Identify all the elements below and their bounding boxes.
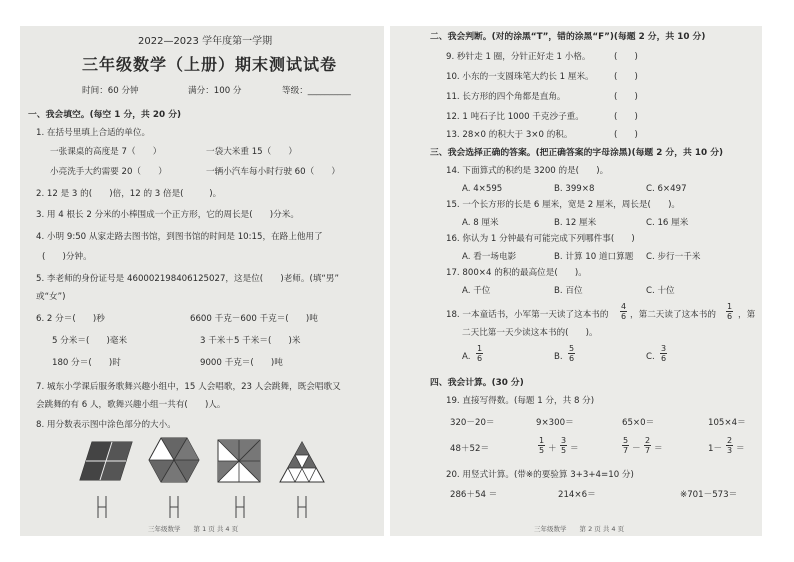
option-18a-label[interactable]: A. (462, 352, 471, 362)
question-6d: 3 千米＋5 千米＝( )米 (200, 336, 301, 346)
exam-title: 三年级数学（上册）期末测试试卷 (82, 55, 338, 74)
calc-8-prefix: 1－ (708, 444, 723, 454)
calc-4: 105×4＝ (708, 418, 746, 428)
section-4-heading: 四、我会计算。(30 分) (430, 378, 524, 388)
option-18a-fraction[interactable]: 1 6 (476, 344, 483, 363)
question-12: 12. 1 吨石子比 1000 千克沙子重。 (446, 112, 584, 122)
question-18-mid: ，第二天读了这本书的 (630, 310, 716, 320)
option-15a[interactable]: A. 8 厘米 (462, 218, 499, 228)
option-14a[interactable]: A. 4×595 (462, 184, 503, 194)
answer-blank-4[interactable] (294, 494, 310, 520)
question-2: 2. 12 是 3 的( )倍，12 的 3 倍是( )。 (36, 189, 222, 199)
question-10: 10. 小东的一支圆珠笔大约长 1 厘米。 (446, 72, 594, 82)
question-5-cont: 或“女”) (36, 292, 66, 302)
calc-7-minus: － (632, 444, 641, 454)
option-18b-label[interactable]: B. (554, 352, 563, 362)
answer-12[interactable]: ( ) (614, 112, 638, 122)
question-1d: 一辆小汽车每小时行驶 60（ ） (206, 167, 340, 177)
question-6f: 9000 千克＝( )吨 (200, 358, 283, 368)
vertical-calc-2: 214×6＝ (558, 490, 596, 500)
vertical-calc-1: 286＋54 ＝ (450, 490, 498, 500)
question-14: 14. 下面算式的积约是 3200 的是( )。 (446, 166, 609, 176)
calc-6-plus: ＋ (548, 444, 557, 454)
question-11: 11. 长方形的四个角都是直角。 (446, 92, 566, 102)
answer-11[interactable]: ( ) (614, 92, 638, 102)
question-6a: 6. 2 分＝( )秒 (36, 314, 105, 324)
calc-8-eq: ＝ (736, 444, 745, 454)
calc-7-eq: ＝ (654, 444, 663, 454)
exam-page-1 (20, 26, 384, 536)
page-footer-1: 三年级数学 第 1 页 共 4 页 (148, 525, 239, 533)
fraction-figure-3 (216, 438, 262, 484)
question-20: 20. 用竖式计算。(带※的要验算 3+3+4=10 分) (446, 470, 634, 480)
question-15: 15. 一个长方形的长是 6 厘米，宽是 2 厘米，周长是( )。 (446, 200, 681, 210)
question-16: 16. 你认为 1 分钟最有可能完成下列哪件事( ) (446, 234, 635, 244)
exam-score: 满分：100 分 (188, 86, 242, 96)
question-18-end: ，第 (738, 310, 756, 320)
exam-grade: 等级：__________ (282, 86, 351, 96)
answer-13[interactable]: ( ) (614, 130, 638, 140)
question-18-cont: 二天比第一天少读这本书的( )。 (462, 328, 598, 338)
option-17c[interactable]: C. 十位 (646, 286, 675, 296)
exam-time: 时间：60 分钟 (82, 86, 139, 96)
question-1b: 一袋大米重 15（ ） (206, 147, 298, 157)
answer-blank-1[interactable] (94, 494, 110, 520)
exam-page-2 (390, 26, 762, 536)
fraction-figure-1 (78, 440, 134, 482)
calc-8-fraction: 2 3 (726, 436, 733, 455)
question-3: 3. 用 4 根长 2 分米的小棒围成一个正方形，它的周长是( )分米。 (36, 210, 299, 220)
question-17: 17. 800×4 的积的最高位是( )。 (446, 268, 587, 278)
question-6b: 6600 千克－600 千克＝( )吨 (190, 314, 318, 324)
answer-9[interactable]: ( ) (614, 52, 638, 62)
calc-5: 48＋52＝ (450, 444, 490, 454)
question-18: 18. 一本童话书，小军第一天读了这本书的 (446, 310, 609, 320)
page-footer-2: 三年级数学 第 2 页 共 4 页 (534, 525, 625, 533)
option-14b[interactable]: B. 399×8 (554, 184, 595, 194)
question-6c: 5 分米＝( )毫米 (52, 336, 128, 346)
option-16c[interactable]: C. 步行一千米 (646, 252, 701, 262)
section-3-heading: 三、我会选择正确的答案。(把正确答案的字母涂黑)(每题 2 分，共 10 分) (430, 148, 724, 158)
question-4: 4. 小明 9:50 从家走路去图书馆，到图书馆的时间是 10:15，在路上他用了 (36, 232, 323, 242)
fraction-4-6: 4 6 (620, 302, 627, 321)
question-5: 5. 李老师的身份证号是 460002198406125027，这是位( )老师。(填“男” (36, 274, 339, 284)
question-13: 13. 28×0 的积大于 3×0 的积。 (446, 130, 573, 140)
answer-10[interactable]: ( ) (614, 72, 638, 82)
question-1: 1. 在括号里填上合适的单位。 (36, 128, 151, 138)
calc-7-fraction-b: 2 7 (644, 436, 651, 455)
calc-2: 9×300＝ (536, 418, 574, 428)
option-15c[interactable]: C. 16 厘米 (646, 218, 689, 228)
fraction-1-6: 1 6 (726, 302, 733, 321)
option-17b[interactable]: B. 百位 (554, 286, 583, 296)
vertical-calc-3: ※701－573＝ (680, 490, 738, 500)
calc-7-fraction-a: 5 7 (622, 436, 629, 455)
option-18b-fraction[interactable]: 5 6 (568, 344, 575, 363)
section-2-heading: 二、我会判断。(对的涂黑“T”，错的涂黑“F”)(每题 2 分，共 10 分) (430, 32, 706, 42)
calc-1: 320－20＝ (450, 418, 495, 428)
option-15b[interactable]: B. 12 厘米 (554, 218, 597, 228)
question-19: 19. 直接写得数。(每题 1 分，共 8 分) (446, 396, 595, 406)
calc-6-eq: ＝ (570, 444, 579, 454)
question-7-cont: 会跳舞的有 6 人，歌舞兴趣小组一共有( )人。 (36, 400, 226, 410)
fraction-figure-2 (148, 436, 200, 484)
answer-blank-2[interactable] (166, 494, 182, 520)
question-1a: 一张课桌的高度是 7（ ） (50, 147, 162, 157)
answer-blank-3[interactable] (232, 494, 248, 520)
option-16b[interactable]: B. 计算 10 道口算题 (554, 252, 634, 262)
option-14c[interactable]: C. 6×497 (646, 184, 687, 194)
calc-3: 65×0＝ (622, 418, 655, 428)
option-17a[interactable]: A. 千位 (462, 286, 491, 296)
question-7: 7. 城东小学课后服务歌舞兴趣小组中，15 人会唱歌，23 人会跳舞，既会唱歌又 (36, 382, 341, 392)
option-16a[interactable]: A. 看一场电影 (462, 252, 517, 262)
option-18c-label[interactable]: C. (646, 352, 655, 362)
question-6e: 180 分＝( )时 (52, 358, 121, 368)
question-1c: 小亮洗手大约需要 20（ ） (50, 167, 167, 177)
calc-6-fraction-b: 3 5 (560, 436, 567, 455)
calc-6-fraction-a: 1 5 (538, 436, 545, 455)
exam-year: 2022—2023 学年度第一学期 (138, 36, 273, 47)
section-1-heading: 一、我会填空。(每空 1 分，共 20 分) (28, 110, 182, 120)
fraction-figure-4 (278, 440, 326, 484)
question-8: 8. 用分数表示图中涂色部分的大小。 (36, 420, 176, 430)
question-4-cont: ( )分钟。 (42, 252, 92, 262)
question-9: 9. 秒针走 1 圈，分针正好走 1 小格。 (446, 52, 591, 62)
option-18c-fraction[interactable]: 3 6 (660, 344, 667, 363)
